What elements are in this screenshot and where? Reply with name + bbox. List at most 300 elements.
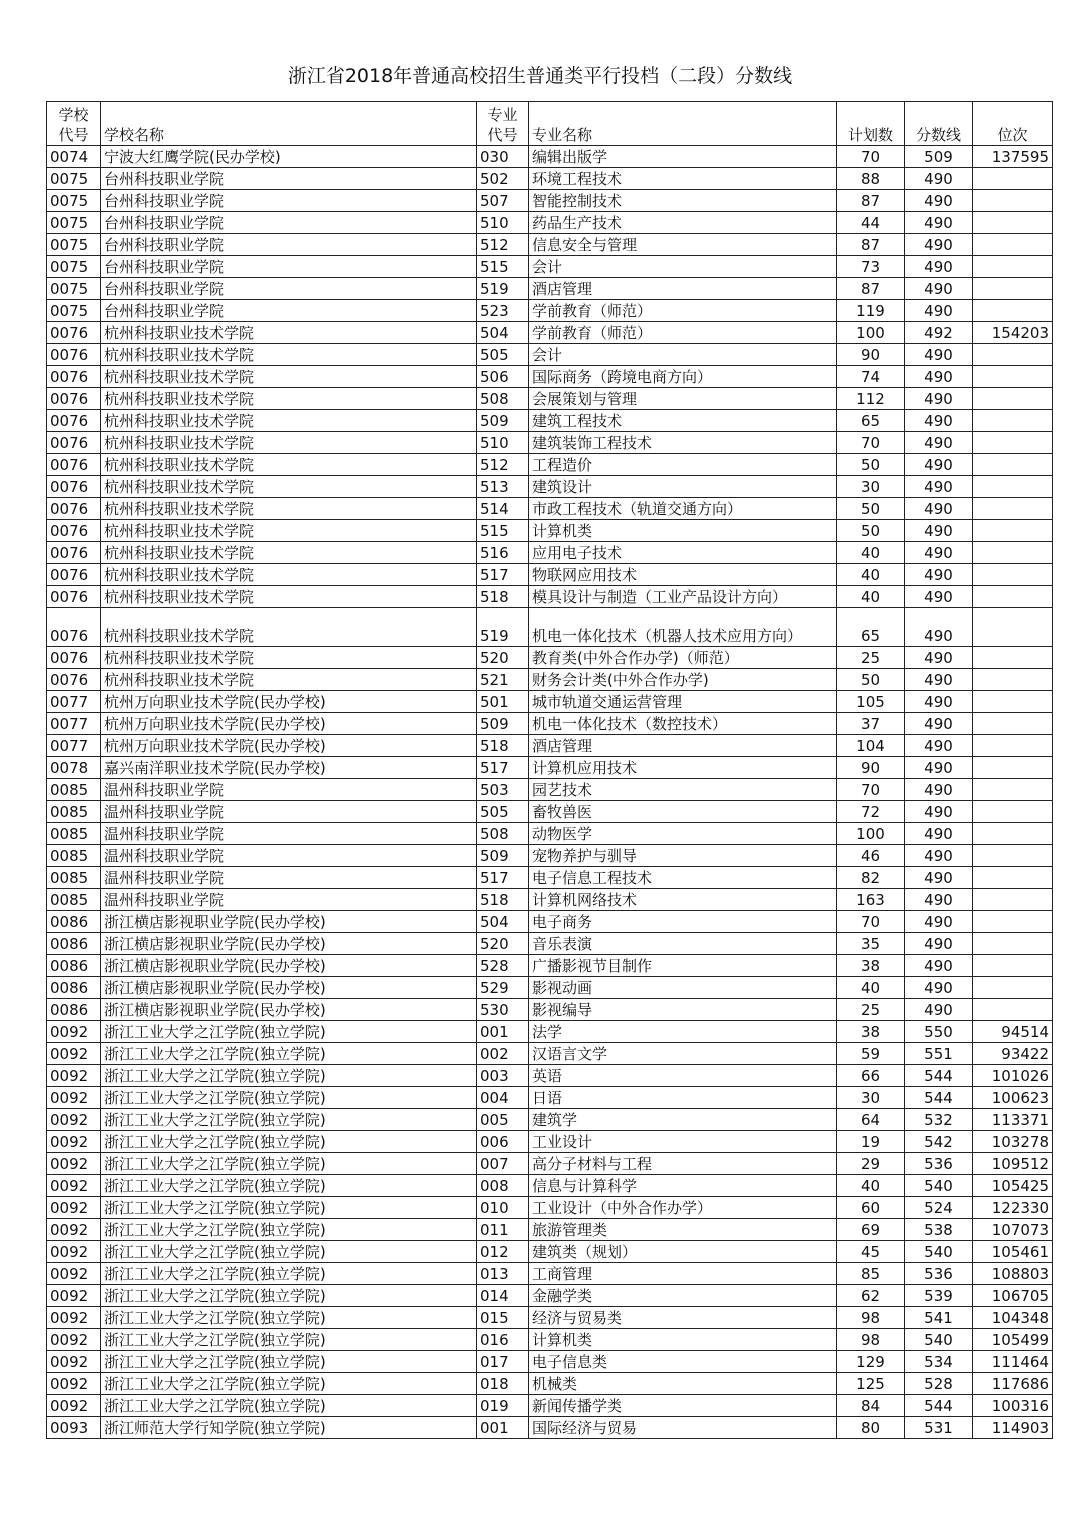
cell-school-code: 0092 — [47, 1087, 101, 1109]
cell-school-code: 0085 — [47, 823, 101, 845]
cell-school-name: 浙江横店影视职业学院(民办学校) — [101, 977, 477, 999]
cell-plan: 82 — [837, 867, 905, 889]
cell-school-name: 杭州科技职业技术学院 — [101, 520, 477, 542]
cell-school-name: 台州科技职业学院 — [101, 212, 477, 234]
cell-school-name: 温州科技职业学院 — [101, 823, 477, 845]
cell-school-name: 杭州科技职业技术学院 — [101, 344, 477, 366]
cell-major-code: 510 — [477, 432, 529, 454]
cell-score: 532 — [905, 1109, 973, 1131]
cell-major-name: 高分子材料与工程 — [529, 1153, 837, 1175]
cell-score: 544 — [905, 1087, 973, 1109]
cell-rank — [973, 845, 1053, 867]
cell-plan: 40 — [837, 586, 905, 608]
cell-rank — [973, 889, 1053, 911]
cell-plan: 69 — [837, 1219, 905, 1241]
cell-major-name: 影视编导 — [529, 999, 837, 1021]
cell-major-name: 建筑工程技术 — [529, 410, 837, 432]
cell-plan: 112 — [837, 388, 905, 410]
cell-plan: 100 — [837, 823, 905, 845]
cell-plan: 85 — [837, 1263, 905, 1285]
table-row — [47, 168, 1053, 190]
cell-major-name: 计算机类 — [529, 1329, 837, 1351]
cell-school-code: 0086 — [47, 977, 101, 999]
table-row — [47, 955, 1053, 977]
cell-score: 490 — [905, 801, 973, 823]
cell-major-name: 物联网应用技术 — [529, 564, 837, 586]
cell-major-code: 518 — [477, 889, 529, 911]
cell-major-name: 教育类(中外合作办学)（师范） — [529, 647, 837, 669]
cell-rank — [973, 454, 1053, 476]
cell-score: 540 — [905, 1329, 973, 1351]
table-row — [47, 1219, 1053, 1241]
cell-school-code: 0092 — [47, 1197, 101, 1219]
cell-rank — [973, 190, 1053, 212]
cell-plan: 87 — [837, 278, 905, 300]
header-score: 分数线 — [905, 102, 973, 146]
cell-school-name: 杭州万向职业技术学院(民办学校) — [101, 713, 477, 735]
cell-rank: 105461 — [973, 1241, 1053, 1263]
cell-school-name: 杭州科技职业技术学院 — [101, 410, 477, 432]
cell-score: 490 — [905, 366, 973, 388]
cell-school-name: 温州科技职业学院 — [101, 867, 477, 889]
table-row — [47, 1263, 1053, 1285]
table-row — [47, 520, 1053, 542]
cell-major-name: 信息与计算科学 — [529, 1175, 837, 1197]
cell-score: 490 — [905, 476, 973, 498]
cell-school-code: 0092 — [47, 1043, 101, 1065]
cell-school-code: 0092 — [47, 1307, 101, 1329]
cell-major-code: 515 — [477, 520, 529, 542]
cell-score: 490 — [905, 256, 973, 278]
cell-school-code: 0092 — [47, 1351, 101, 1373]
cell-school-name: 浙江工业大学之江学院(独立学院) — [101, 1263, 477, 1285]
cell-school-name: 浙江工业大学之江学院(独立学院) — [101, 1197, 477, 1219]
cell-school-name: 浙江工业大学之江学院(独立学院) — [101, 1153, 477, 1175]
cell-plan: 59 — [837, 1043, 905, 1065]
header-plan: 计划数 — [837, 102, 905, 146]
cell-score: 490 — [905, 757, 973, 779]
table-row — [47, 476, 1053, 498]
cell-plan: 70 — [837, 911, 905, 933]
table-row — [47, 344, 1053, 366]
cell-major-code: 504 — [477, 911, 529, 933]
cell-rank — [973, 256, 1053, 278]
cell-plan: 98 — [837, 1329, 905, 1351]
cell-school-code: 0076 — [47, 542, 101, 564]
cell-plan: 38 — [837, 1021, 905, 1043]
cell-score: 509 — [905, 146, 973, 168]
cell-major-code: 016 — [477, 1329, 529, 1351]
cell-plan: 40 — [837, 1175, 905, 1197]
cell-school-name: 浙江工业大学之江学院(独立学院) — [101, 1065, 477, 1087]
cell-school-code: 0077 — [47, 735, 101, 757]
cell-plan: 129 — [837, 1351, 905, 1373]
cell-major-code: 008 — [477, 1175, 529, 1197]
cell-score: 490 — [905, 647, 973, 669]
cell-school-code: 0076 — [47, 388, 101, 410]
cell-major-code: 505 — [477, 344, 529, 366]
table-row — [47, 845, 1053, 867]
cell-rank — [973, 823, 1053, 845]
cell-rank — [973, 410, 1053, 432]
cell-major-name: 财务会计类(中外合作办学) — [529, 669, 837, 691]
table-row — [47, 146, 1053, 168]
cell-major-name: 建筑装饰工程技术 — [529, 432, 837, 454]
cell-major-code: 010 — [477, 1197, 529, 1219]
cell-plan: 72 — [837, 801, 905, 823]
cell-plan: 50 — [837, 454, 905, 476]
cell-school-code: 0075 — [47, 212, 101, 234]
cell-major-name: 法学 — [529, 1021, 837, 1043]
cell-rank: 117686 — [973, 1373, 1053, 1395]
cell-school-name: 杭州科技职业技术学院 — [101, 388, 477, 410]
cell-major-name: 畜牧兽医 — [529, 801, 837, 823]
cell-school-name: 台州科技职业学院 — [101, 256, 477, 278]
cell-plan: 46 — [837, 845, 905, 867]
cell-plan: 80 — [837, 1417, 905, 1439]
cell-major-code: 006 — [477, 1131, 529, 1153]
cell-rank — [973, 608, 1053, 647]
table-row — [47, 586, 1053, 608]
cell-school-name: 浙江横店影视职业学院(民办学校) — [101, 911, 477, 933]
cell-major-code: 528 — [477, 955, 529, 977]
table-row — [47, 669, 1053, 691]
cell-major-name: 新闻传播学类 — [529, 1395, 837, 1417]
table-row — [47, 779, 1053, 801]
cell-major-code: 012 — [477, 1241, 529, 1263]
cell-score: 536 — [905, 1153, 973, 1175]
cell-major-name: 环境工程技术 — [529, 168, 837, 190]
cell-rank: 109512 — [973, 1153, 1053, 1175]
cell-plan: 70 — [837, 432, 905, 454]
table-row — [47, 735, 1053, 757]
cell-school-name: 浙江师范大学行知学院(独立学院) — [101, 1417, 477, 1439]
cell-school-code: 0092 — [47, 1065, 101, 1087]
cell-major-name: 学前教育（师范） — [529, 322, 837, 344]
cell-plan: 50 — [837, 669, 905, 691]
table-row — [47, 1043, 1053, 1065]
table-row — [47, 256, 1053, 278]
cell-school-name: 温州科技职业学院 — [101, 779, 477, 801]
cell-school-name: 浙江工业大学之江学院(独立学院) — [101, 1087, 477, 1109]
cell-score: 490 — [905, 432, 973, 454]
cell-major-code: 018 — [477, 1373, 529, 1395]
cell-school-name: 温州科技职业学院 — [101, 889, 477, 911]
cell-major-code: 521 — [477, 669, 529, 691]
cell-major-name: 城市轨道交通运营管理 — [529, 691, 837, 713]
cell-major-code: 509 — [477, 845, 529, 867]
cell-school-name: 杭州科技职业技术学院 — [101, 542, 477, 564]
cell-plan: 35 — [837, 933, 905, 955]
cell-plan: 65 — [837, 410, 905, 432]
cell-plan: 40 — [837, 564, 905, 586]
table-row — [47, 801, 1053, 823]
cell-school-code: 0075 — [47, 234, 101, 256]
cell-major-name: 汉语言文学 — [529, 1043, 837, 1065]
cell-school-code: 0075 — [47, 168, 101, 190]
cell-rank — [973, 911, 1053, 933]
table-row — [47, 691, 1053, 713]
cell-major-name: 会展策划与管理 — [529, 388, 837, 410]
cell-school-code: 0092 — [47, 1241, 101, 1263]
cell-major-code: 514 — [477, 498, 529, 520]
cell-plan: 104 — [837, 735, 905, 757]
cell-score: 490 — [905, 608, 973, 647]
cell-school-code: 0092 — [47, 1373, 101, 1395]
header-rank: 位次 — [973, 102, 1053, 146]
cell-school-name: 台州科技职业学院 — [101, 234, 477, 256]
cell-school-code: 0076 — [47, 669, 101, 691]
cell-major-code: 523 — [477, 300, 529, 322]
cell-score: 490 — [905, 212, 973, 234]
cell-rank — [973, 735, 1053, 757]
cell-score: 490 — [905, 823, 973, 845]
cell-score: 490 — [905, 454, 973, 476]
cell-rank — [973, 344, 1053, 366]
cell-rank — [973, 977, 1053, 999]
cell-plan: 37 — [837, 713, 905, 735]
table-row — [47, 1329, 1053, 1351]
cell-major-name: 音乐表演 — [529, 933, 837, 955]
cell-major-code: 518 — [477, 735, 529, 757]
cell-school-name: 浙江工业大学之江学院(独立学院) — [101, 1131, 477, 1153]
cell-school-code: 0076 — [47, 454, 101, 476]
cell-school-name: 浙江横店影视职业学院(民办学校) — [101, 933, 477, 955]
cell-plan: 65 — [837, 608, 905, 647]
cell-major-name: 电子信息类 — [529, 1351, 837, 1373]
cell-major-code: 516 — [477, 542, 529, 564]
cell-major-code: 506 — [477, 366, 529, 388]
table-row — [47, 1065, 1053, 1087]
cell-major-code: 030 — [477, 146, 529, 168]
table-row — [47, 889, 1053, 911]
cell-rank — [973, 779, 1053, 801]
cell-school-code: 0076 — [47, 520, 101, 542]
cell-school-name: 台州科技职业学院 — [101, 300, 477, 322]
cell-score: 490 — [905, 691, 973, 713]
table-row — [47, 388, 1053, 410]
cell-plan: 44 — [837, 212, 905, 234]
cell-school-name: 杭州科技职业技术学院 — [101, 476, 477, 498]
cell-major-code: 505 — [477, 801, 529, 823]
cell-rank — [973, 476, 1053, 498]
cell-plan: 38 — [837, 955, 905, 977]
cell-score: 490 — [905, 955, 973, 977]
cell-rank — [973, 564, 1053, 586]
cell-rank — [973, 300, 1053, 322]
cell-score: 490 — [905, 498, 973, 520]
table-row — [47, 1109, 1053, 1131]
cell-plan: 30 — [837, 476, 905, 498]
cell-score: 550 — [905, 1021, 973, 1043]
cell-major-name: 建筑类（规划） — [529, 1241, 837, 1263]
table-row — [47, 1153, 1053, 1175]
cell-major-code: 015 — [477, 1307, 529, 1329]
cell-school-name: 杭州科技职业技术学院 — [101, 322, 477, 344]
cell-score: 490 — [905, 933, 973, 955]
cell-school-code: 0076 — [47, 498, 101, 520]
table-row — [47, 1175, 1053, 1197]
cell-score: 490 — [905, 977, 973, 999]
cell-major-name: 工业设计 — [529, 1131, 837, 1153]
cell-plan: 87 — [837, 190, 905, 212]
cell-rank: 111464 — [973, 1351, 1053, 1373]
table-row — [47, 300, 1053, 322]
cell-rank — [973, 168, 1053, 190]
cell-major-name: 广播影视节目制作 — [529, 955, 837, 977]
cell-rank — [973, 999, 1053, 1021]
cell-score: 538 — [905, 1219, 973, 1241]
cell-plan: 25 — [837, 999, 905, 1021]
cell-rank — [973, 388, 1053, 410]
cell-plan: 98 — [837, 1307, 905, 1329]
table-row — [47, 564, 1053, 586]
table-row — [47, 1131, 1053, 1153]
cell-rank — [973, 669, 1053, 691]
cell-school-code: 0092 — [47, 1329, 101, 1351]
cell-school-name: 浙江工业大学之江学院(独立学院) — [101, 1307, 477, 1329]
cell-plan: 50 — [837, 498, 905, 520]
cell-major-code: 508 — [477, 388, 529, 410]
cell-school-code: 0086 — [47, 911, 101, 933]
cell-school-code: 0076 — [47, 366, 101, 388]
cell-major-name: 国际经济与贸易 — [529, 1417, 837, 1439]
cell-major-name: 金融学类 — [529, 1285, 837, 1307]
cell-major-code: 509 — [477, 410, 529, 432]
cell-rank — [973, 955, 1053, 977]
cell-major-code: 501 — [477, 691, 529, 713]
cell-plan: 19 — [837, 1131, 905, 1153]
cell-rank: 105425 — [973, 1175, 1053, 1197]
cell-plan: 40 — [837, 542, 905, 564]
cell-rank — [973, 867, 1053, 889]
cell-school-name: 台州科技职业学院 — [101, 190, 477, 212]
table-row — [47, 366, 1053, 388]
cell-major-code: 515 — [477, 256, 529, 278]
header-major-code-line2: 代号 — [487, 126, 518, 144]
cell-school-name: 浙江工业大学之江学院(独立学院) — [101, 1395, 477, 1417]
cell-major-name: 会计 — [529, 344, 837, 366]
cell-school-code: 0077 — [47, 713, 101, 735]
cell-school-code: 0074 — [47, 146, 101, 168]
cell-school-name: 台州科技职业学院 — [101, 278, 477, 300]
cell-score: 534 — [905, 1351, 973, 1373]
cell-major-name: 工程造价 — [529, 454, 837, 476]
cell-rank: 113371 — [973, 1109, 1053, 1131]
cell-major-name: 园艺技术 — [529, 779, 837, 801]
cell-school-code: 0085 — [47, 867, 101, 889]
cell-rank: 101026 — [973, 1065, 1053, 1087]
table-row — [47, 867, 1053, 889]
cell-major-name: 国际商务（跨境电商方向） — [529, 366, 837, 388]
cell-major-code: 513 — [477, 476, 529, 498]
cell-major-code: 508 — [477, 823, 529, 845]
cell-plan: 73 — [837, 256, 905, 278]
table-row — [47, 1351, 1053, 1373]
cell-major-name: 旅游管理类 — [529, 1219, 837, 1241]
cell-school-name: 杭州万向职业技术学院(民办学校) — [101, 691, 477, 713]
cell-school-code: 0076 — [47, 322, 101, 344]
cell-plan: 87 — [837, 234, 905, 256]
cell-school-code: 0092 — [47, 1263, 101, 1285]
cell-school-name: 浙江横店影视职业学院(民办学校) — [101, 955, 477, 977]
cell-plan: 30 — [837, 1087, 905, 1109]
cell-rank: 108803 — [973, 1263, 1053, 1285]
cell-school-code: 0076 — [47, 410, 101, 432]
cell-major-name: 酒店管理 — [529, 735, 837, 757]
cell-major-code: 011 — [477, 1219, 529, 1241]
cell-score: 490 — [905, 344, 973, 366]
table-row — [47, 1395, 1053, 1417]
cell-major-name: 日语 — [529, 1087, 837, 1109]
table-row — [47, 1285, 1053, 1307]
cell-rank: 100623 — [973, 1087, 1053, 1109]
cell-plan: 163 — [837, 889, 905, 911]
cell-major-code: 518 — [477, 586, 529, 608]
cell-score: 540 — [905, 1241, 973, 1263]
cell-school-name: 温州科技职业学院 — [101, 801, 477, 823]
cell-score: 490 — [905, 845, 973, 867]
cell-school-code: 0075 — [47, 278, 101, 300]
cell-score: 531 — [905, 1417, 973, 1439]
cell-major-name: 工商管理 — [529, 1263, 837, 1285]
cell-major-code: 001 — [477, 1021, 529, 1043]
cell-rank — [973, 234, 1053, 256]
cell-score: 540 — [905, 1175, 973, 1197]
cell-major-code: 530 — [477, 999, 529, 1021]
cell-school-name: 杭州科技职业技术学院 — [101, 366, 477, 388]
cell-school-name: 浙江工业大学之江学院(独立学院) — [101, 1175, 477, 1197]
cell-major-name: 动物医学 — [529, 823, 837, 845]
cell-score: 490 — [905, 388, 973, 410]
cell-major-code: 517 — [477, 757, 529, 779]
cell-rank: 104348 — [973, 1307, 1053, 1329]
header-school-name: 学校名称 — [101, 102, 477, 146]
table-row — [47, 542, 1053, 564]
cell-school-name: 台州科技职业学院 — [101, 168, 477, 190]
cell-major-code: 517 — [477, 867, 529, 889]
cell-major-name: 计算机类 — [529, 520, 837, 542]
cell-major-name: 机电一体化技术（数控技术） — [529, 713, 837, 735]
cell-school-code: 0085 — [47, 801, 101, 823]
cell-score: 490 — [905, 713, 973, 735]
cell-rank: 105499 — [973, 1329, 1053, 1351]
cell-plan: 62 — [837, 1285, 905, 1307]
cell-major-code: 520 — [477, 647, 529, 669]
table-row — [47, 713, 1053, 735]
cell-score: 490 — [905, 564, 973, 586]
cell-rank — [973, 278, 1053, 300]
cell-rank — [973, 647, 1053, 669]
cell-school-code: 0092 — [47, 1153, 101, 1175]
cell-school-code: 0086 — [47, 955, 101, 977]
cell-school-name: 杭州科技职业技术学院 — [101, 564, 477, 586]
cell-school-name: 杭州万向职业技术学院(民办学校) — [101, 735, 477, 757]
cell-school-code: 0092 — [47, 1285, 101, 1307]
cell-rank — [973, 691, 1053, 713]
cell-major-name: 影视动画 — [529, 977, 837, 999]
cell-major-name: 编辑出版学 — [529, 146, 837, 168]
cell-school-name: 杭州科技职业技术学院 — [101, 586, 477, 608]
cell-major-code: 519 — [477, 278, 529, 300]
cell-rank — [973, 542, 1053, 564]
table-row — [47, 410, 1053, 432]
cell-plan: 29 — [837, 1153, 905, 1175]
cell-school-code: 0076 — [47, 344, 101, 366]
cell-school-name: 浙江工业大学之江学院(独立学院) — [101, 1329, 477, 1351]
cell-plan: 100 — [837, 322, 905, 344]
cell-score: 490 — [905, 889, 973, 911]
